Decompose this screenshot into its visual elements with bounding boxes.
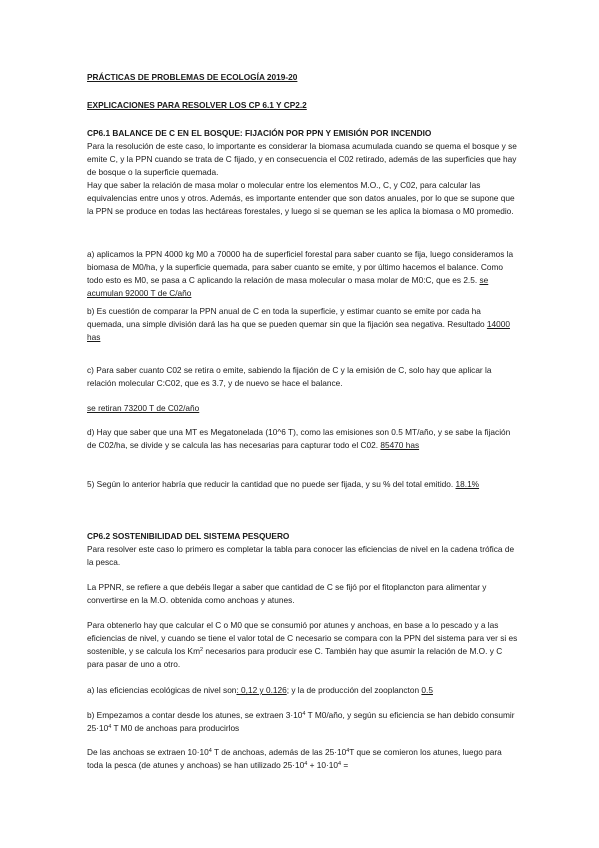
cp62-paragraph-3-text-b: necesarios para producir ese C. También hay que asumir la relación de M.O. y C para pasar de uno a otro.: [87, 646, 503, 669]
doc-title: PRÁCTICAS DE PROBLEMAS DE ECOLOGÍA 2019-20: [87, 72, 298, 82]
cp61-item-a-result: se acumulan 92000 T de C/año: [87, 275, 489, 298]
cp62-item-b-text-2: T M0/año, y según su eficiencia se han debido consumir 25·10: [87, 710, 515, 733]
cp61-intro-paragraph-1: Para la resolución de este caso, lo importante es considerar la biomasa acumulada cuando se quema el bosque y se emite C, y la PPN cuando se trata de C fijado, y en consecuencia el C02 retirado, además de las superficies que hay de bosque o la superficie quemada.: [87, 141, 517, 177]
cp62-anchovies-text-4: + 10·10: [307, 760, 338, 770]
cp61-item-a-text: a) aplicamos la PPN 4000 kg M0 a 70000 ha de superficiel forestal para saber cuanto se fija, luego consideramos la biomasa de M0/ha, y la superficie quemada, para saber cuanto se emite, y por último hacemos el balance. Como todo esto es M0, se pasa a C aplicando la relación de masa molecular o masa molar de M0:C, que es 2.5.: [87, 249, 514, 285]
cp61-item-d-text: d) Hay que saber que una MT es Megatonelada (10^6 T), como las emisiones son 0.5 MT/año, y se sabe la fijación de C02/ha, se divide y se calcula las has necesarias para capturar todo el C02.: [87, 427, 511, 450]
cp62-item-a: [87, 684, 519, 697]
cp61-item-a: [87, 248, 519, 300]
cp61-item-d-result: 85470 has: [380, 440, 420, 450]
cp62-anchovies-text-3: T que se comieron los atunes, luego para toda la pesca (de atunes y anchoas) se han utilizado 25·10: [87, 747, 502, 770]
cp61-intro-paragraph-2: Hay que saber la relación de masa molar o molecular entre los elementos M.O., C, y C02, para calcular las equivalencias entre unos y otros. Además, es importante entender que son datos anuales, por lo que se supone que la PPN se produce en todas las hectáreas forestales, y luego si se queman se les aplica la biomasa o M0 promedio.: [87, 180, 515, 216]
superscript: 4: [346, 748, 350, 754]
superscript: 4: [302, 711, 306, 717]
cp61-item-b-result: 14000 has: [87, 319, 510, 342]
cp62-item-a-text: a) las eficiencias ecológicas de nivel son: [87, 685, 237, 695]
cp62-anchovies-text-2: T de anchoas, además de las 25·10: [211, 747, 347, 757]
cp62-anchovies-text-5: =: [341, 760, 349, 770]
cp62-paragraph-3: [87, 619, 519, 671]
cp62-item-a-zooplankton: 0.5: [421, 685, 433, 695]
superscript: 4: [338, 761, 342, 767]
cp61-item-e: [87, 478, 519, 491]
cp62-item-b-text-3: T M0 de anchoas para producirlos: [111, 723, 240, 733]
section-heading-cp62: CP6.2 SOSTENIBILIDAD DEL SISTEMA PESQUERO: [87, 531, 290, 541]
cp61-item-e-text: 5) Según lo anterior habría que reducir la cantidad que no puede ser fijada, y su % del total emitido.: [87, 479, 454, 489]
superscript: 4: [208, 748, 212, 754]
cp62-paragraph-1: Para resolver este caso lo primero es completar la tabla para conocer las eficiencias de nivel en la cadena trófica de la pesca.: [87, 544, 515, 567]
cp61-item-c: c) Para saber cuanto C02 se retira o emite, sabiendo la fijación de C y la emisión de C, solo hay que aplicar la relación molecular C:C02, que es 3.7, y de nuevo se hace el balance.: [87, 365, 492, 388]
cp61-item-c-result: se retiran 73200 T de C02/año: [87, 403, 200, 413]
superscript: 2: [199, 647, 204, 653]
superscript: 4: [108, 724, 112, 730]
superscript: 4: [304, 761, 308, 767]
cp62-paragraph-2: La PPNR, se refiere a que debéis llegar a saber que cantidad de C se fijó por el fitoplancton para alimentar y convertirse en la M.O. obtenida como anchoas y atunes.: [87, 582, 487, 605]
cp62-paragraph-3-text-a: Para obtenerlo hay que calcular el C o M0 que se consumió por atunes y anchoas, en base a lo pescado y a las eficiencias de nivel, y cuando se tiene el valor total de C necesario se compara con la PPN del sistema para ver si es sostenible, y se calcula los Km: [87, 620, 518, 656]
doc-subtitle: EXPLICACIONES PARA RESOLVER LOS CP 6.1 Y CP2.2: [87, 100, 307, 110]
cp62-item-a-mid: ; y la de producción del zooplancton: [286, 685, 420, 695]
cp62-item-a-values: : 0,12 y 0.126: [236, 685, 287, 695]
cp61-item-d: [87, 426, 519, 452]
cp62-paragraph-anchovies: [87, 746, 519, 772]
cp62-item-b-text-1: b) Empezamos a contar desde los atunes, se extraen 3·10: [87, 710, 303, 720]
cp61-item-b: [87, 305, 519, 344]
cp61-item-e-result: 18.1%: [455, 479, 480, 489]
cp61-item-b-text: b) Es cuestión de comparar la PPN anual de C en toda la superficie, y estimar cuanto se emite por cada ha quemada, una simple división dará las ha que se pueden quemar sin que la fijación sea negativa. Resultado: [87, 306, 485, 329]
cp62-item-b: [87, 709, 519, 735]
cp62-anchovies-text-1: De las anchoas se extraen 10·10: [87, 747, 209, 757]
section-heading-cp61: CP6.1 BALANCE DE C EN EL BOSQUE: FIJACIÓN POR PPN Y EMISIÓN POR INCENDIO: [87, 128, 432, 138]
